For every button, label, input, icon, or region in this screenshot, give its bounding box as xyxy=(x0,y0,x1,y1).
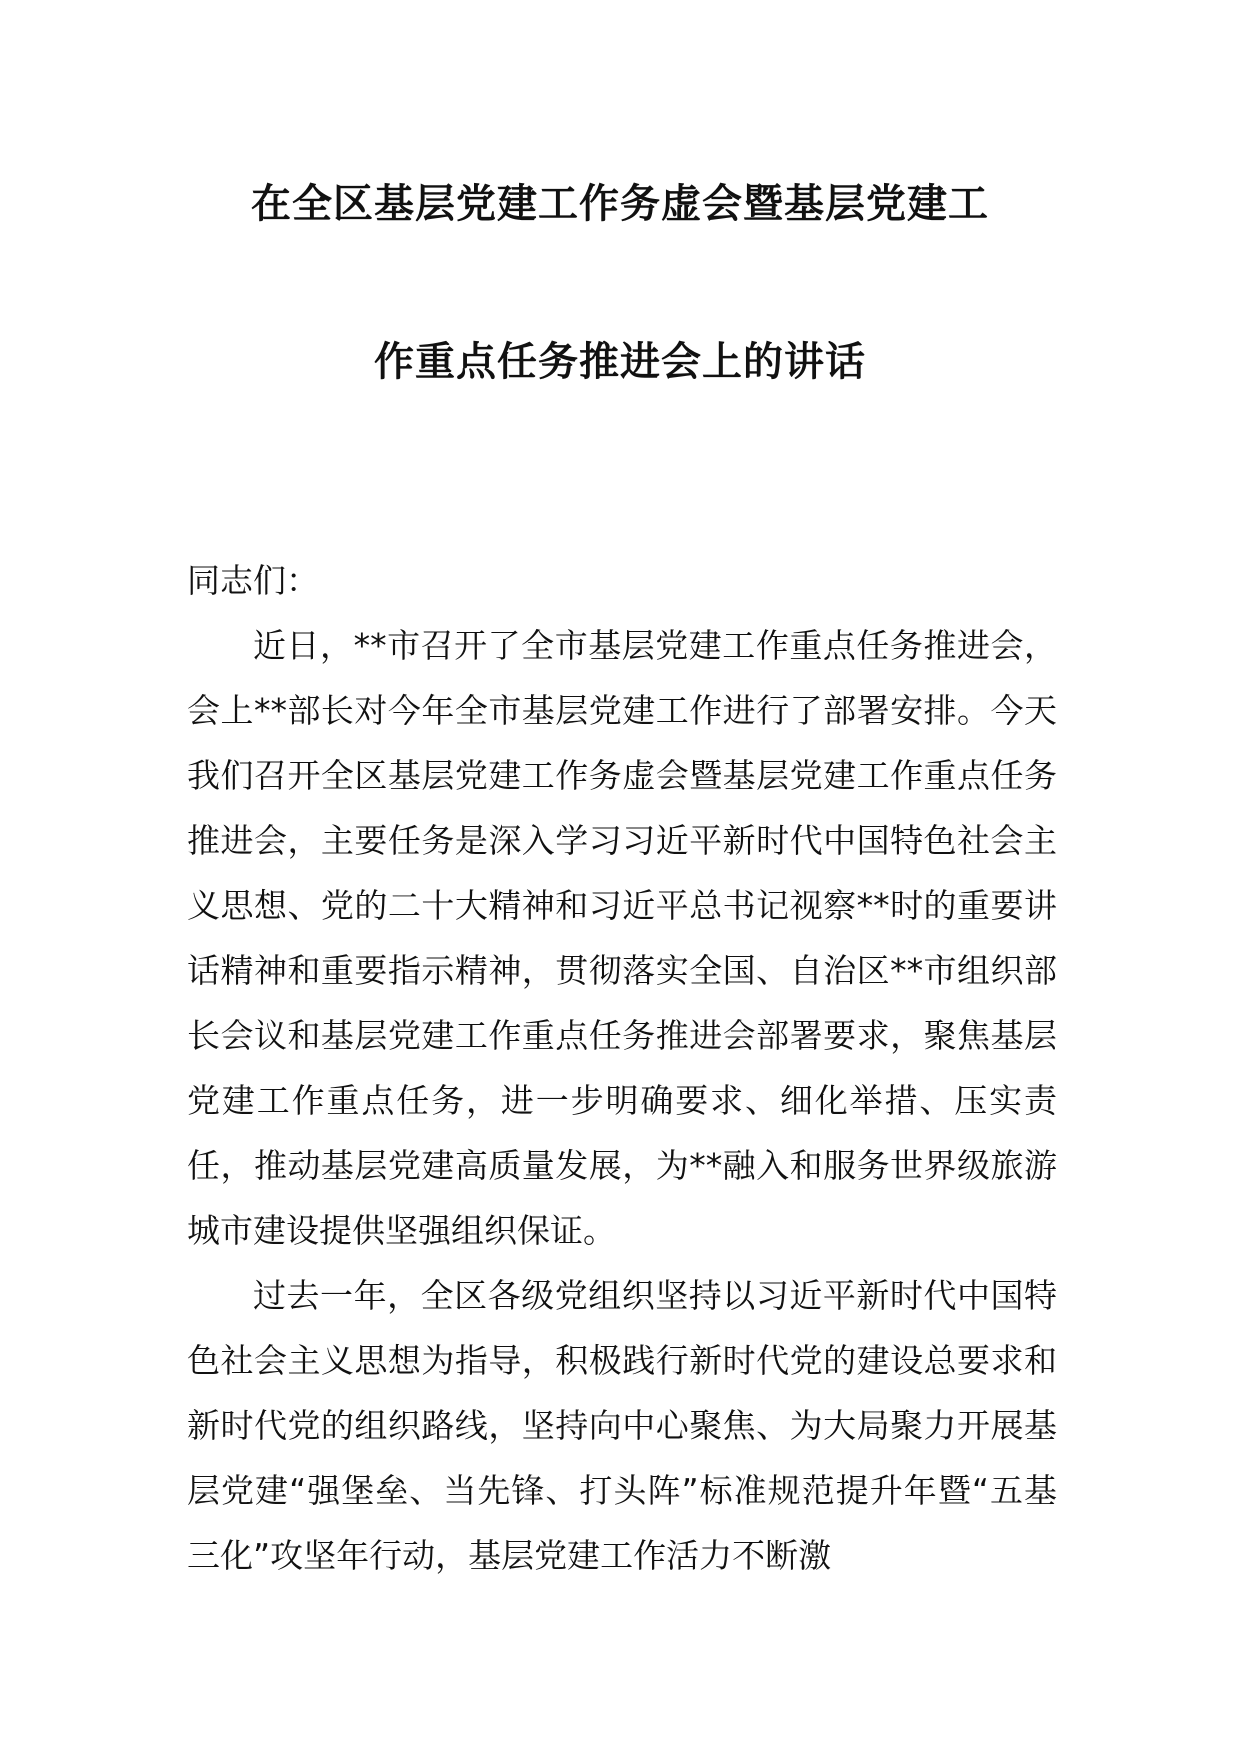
document-title-line-1: 在全区基层党建工作务虚会暨基层党建工 xyxy=(251,181,989,227)
document-body xyxy=(187,548,1057,1588)
salutation: 同志们： xyxy=(187,561,319,600)
document-title-line-2: 作重点任务推进会上的讲话 xyxy=(374,339,866,385)
paragraph-2: 过去一年，全区各级党组织坚持以习近平新时代中国特色社会主义思想为指导，积极践行新时代党的建设总要求和新时代党的组织路线，坚持向中心聚焦、为大局聚力开展基层党建“强堡垒、当先锋、打头阵”标准规范提升年暨“五基三化”攻坚年行动，基层党建工作活力不断激 xyxy=(187,1276,1057,1575)
paragraph-1: 近日，**市召开了全市基层党建工作重点任务推进会，会上**部长对今年全市基层党建工作进行了部署安排。今天我们召开全区基层党建工作务虚会暨基层党建工作重点任务推进会，主要任务是深入学习习近平新时代中国特色社会主义思想、党的二十大精神和习近平总书记视察**时的重要讲话精神和重要指示精神，贯彻落实全国、自治区**市组织部长会议和基层党建工作重点任务推进会部署要求，聚焦基层党建工作重点任务，进一步明确要求、细化举措、压实责任，推动基层党建高质量发展，为**融入和服务世界级旅游城市建设提供坚强组织保证。 xyxy=(187,626,1057,1250)
